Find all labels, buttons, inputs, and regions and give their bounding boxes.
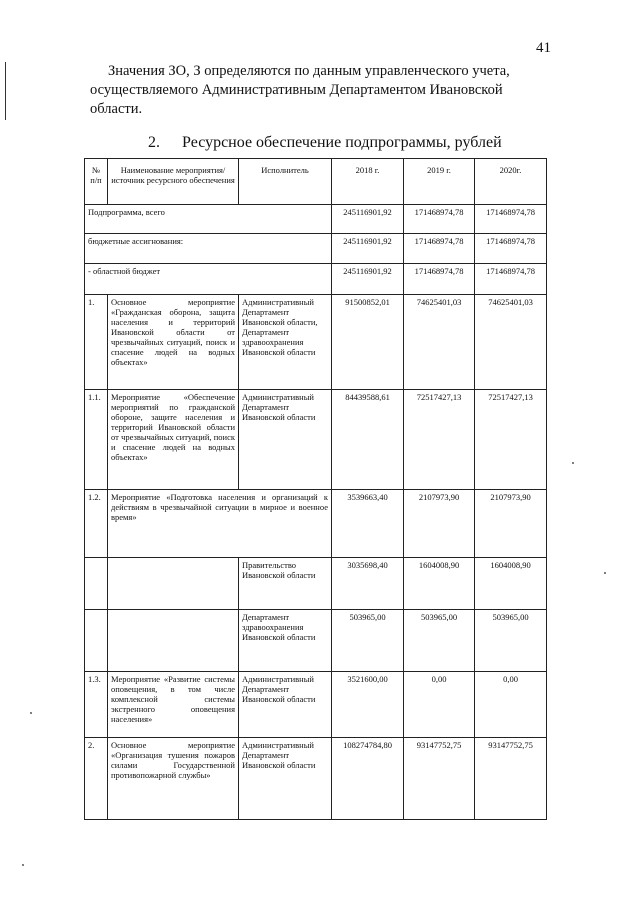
total-row (85, 264, 547, 295)
row-name (108, 610, 239, 672)
table-header-row (85, 159, 547, 205)
row-2019: 1604008,90 (404, 558, 475, 610)
row-2019: 503965,00 (404, 610, 475, 672)
row-num: 1.3. (85, 672, 108, 738)
table-row (85, 490, 547, 558)
table-row (85, 390, 547, 490)
row-executor: Административный Департамент Ивановской области (239, 672, 332, 738)
total-label: - областной бюджет (85, 264, 332, 295)
row-num: 1.1. (85, 390, 108, 490)
total-row (85, 205, 547, 234)
intro-paragraph (90, 62, 550, 119)
row-executor: Административный Департамент Ивановской области (239, 390, 332, 490)
header-executor: Исполнитель (239, 159, 332, 205)
total-2020: 171468974,78 (475, 234, 547, 264)
total-label: бюджетные ассигнования: (85, 234, 332, 264)
row-name: Мероприятие «Обеспечение мероприятий по гражданской обороне, защите населения и территорий Ивановской области от чрезвычайных ситуаций, поиск и спасение людей на водных объектах» (108, 390, 239, 490)
intro-line-3: области. (90, 101, 143, 117)
total-2018: 245116901,92 (332, 264, 404, 295)
total-2019: 171468974,78 (404, 234, 475, 264)
row-name: Основное мероприятие «Гражданская оборона, защита населения и территорий Ивановской области от чрезвычайных ситуаций, поиск и спасение людей на водных объектах» (108, 295, 239, 390)
header-2018: 2018 г. (332, 159, 404, 205)
intro-line-1: Значения ЗО, З определяются по данным управленческого учета, (108, 63, 510, 79)
row-2020: 74625401,03 (475, 295, 547, 390)
row-2019: 93147752,75 (404, 738, 475, 820)
row-2018: 503965,00 (332, 610, 404, 672)
total-2019: 171468974,78 (404, 264, 475, 295)
scan-speck (30, 712, 32, 714)
row-2019: 2107973,90 (404, 490, 475, 558)
table-row (85, 558, 547, 610)
row-2018: 108274784,80 (332, 738, 404, 820)
total-row (85, 234, 547, 264)
row-2020: 1604008,90 (475, 558, 547, 610)
row-2019: 74625401,03 (404, 295, 475, 390)
table-row (85, 295, 547, 390)
row-2018: 3521600,00 (332, 672, 404, 738)
header-name: Наименование мероприятия/источник ресурсного обеспечения (108, 159, 239, 205)
table-row (85, 672, 547, 738)
row-executor: Административный Департамент Ивановской области (239, 738, 332, 820)
total-2020: 171468974,78 (475, 205, 547, 234)
total-2018: 245116901,92 (332, 205, 404, 234)
row-2018: 3539663,40 (332, 490, 404, 558)
page-number: 41 (536, 40, 551, 56)
table-row (85, 610, 547, 672)
row-executor: Департамент здравоохранения Ивановской области (239, 610, 332, 672)
margin-line (5, 62, 6, 120)
scan-speck (604, 572, 606, 574)
row-2018: 3035698,40 (332, 558, 404, 610)
row-2020: 503965,00 (475, 610, 547, 672)
row-name (108, 558, 239, 610)
row-name: Мероприятие «Развитие системы оповещения, в том числе комплексной системы экстренного оповещения населения» (108, 672, 239, 738)
header-2019: 2019 г. (404, 159, 475, 205)
row-num (85, 558, 108, 610)
row-executor: Правительство Ивановской области (239, 558, 332, 610)
row-2018: 84439588,61 (332, 390, 404, 490)
table-row (85, 738, 547, 820)
row-num: 1.2. (85, 490, 108, 558)
row-2020: 93147752,75 (475, 738, 547, 820)
row-2019: 72517427,13 (404, 390, 475, 490)
section-heading (148, 134, 502, 152)
row-num: 2. (85, 738, 108, 820)
section-title: Ресурсное обеспечение подпрограммы, рублей (182, 134, 502, 151)
row-name: Мероприятие «Подготовка населения и организаций к действиям в чрезвычайной ситуации в мирное и военное время» (108, 490, 332, 558)
row-executor: Административный Департамент Ивановской области, Департамент здравоохранения Ивановской области (239, 295, 332, 390)
intro-line-2: осуществляемого Административным Департаментом Ивановской (90, 82, 503, 98)
header-num: № п/п (85, 159, 108, 205)
total-label: Подпрограмма, всего (85, 205, 332, 234)
total-2019: 171468974,78 (404, 205, 475, 234)
row-name: Основное мероприятие «Организация тушения пожаров силами Государственной противопожарной службы» (108, 738, 239, 820)
resource-table (84, 158, 547, 820)
row-2020: 72517427,13 (475, 390, 547, 490)
row-2020: 2107973,90 (475, 490, 547, 558)
total-2018: 245116901,92 (332, 234, 404, 264)
scan-speck (22, 864, 24, 866)
row-2020: 0,00 (475, 672, 547, 738)
scan-speck (572, 462, 574, 464)
row-num (85, 610, 108, 672)
total-2020: 171468974,78 (475, 264, 547, 295)
row-num: 1. (85, 295, 108, 390)
row-2019: 0,00 (404, 672, 475, 738)
header-2020: 2020г. (475, 159, 547, 205)
section-number: 2. (148, 134, 160, 151)
row-2018: 91500852,01 (332, 295, 404, 390)
